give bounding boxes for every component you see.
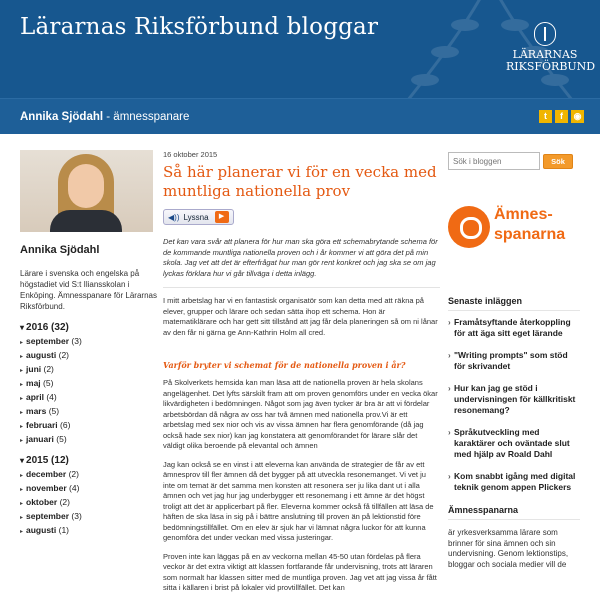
archive-month-link[interactable]: ▸ augusti (1) — [20, 525, 70, 535]
about-heading: Ämnesspanarna — [448, 505, 580, 520]
archive-month-link[interactable]: ▸ maj (5) — [20, 378, 54, 388]
left-sidebar — [20, 150, 158, 538]
chevron-right-icon: ▸ — [20, 487, 24, 493]
chevron-right-icon: ▸ — [20, 396, 24, 402]
archive-month-link[interactable]: ▸ februari (6) — [20, 420, 71, 430]
badge-line-1: Ämnes- — [494, 206, 553, 223]
latest-post-link[interactable]: › Språkutveckling med karaktärer och oväntade slut med hjälp av Roald Dahl — [448, 427, 580, 460]
rss-icon[interactable]: ◉ — [571, 110, 584, 123]
logo-line-1: LÄRARNAS — [512, 48, 578, 61]
listen-label: Lyssna — [183, 212, 209, 222]
archive-year-2016[interactable]: ▾ 2016 (32) — [20, 322, 69, 333]
archive-month-link[interactable]: ▸ september (3) — [20, 511, 82, 521]
social-links — [539, 110, 584, 123]
author-avatar — [20, 150, 153, 232]
blog-archive — [20, 322, 158, 538]
archive-month-link[interactable]: ▸ november (4) — [20, 483, 80, 493]
play-icon[interactable]: ▶ — [215, 211, 229, 223]
archive-year-2015[interactable]: ▾ 2015 (12) — [20, 455, 69, 466]
archive-month-link[interactable]: ▸ januari (5) — [20, 434, 67, 444]
blog-title[interactable]: Lärarnas Riksförbund bloggar — [20, 14, 379, 40]
post-paragraph: I mitt arbetslag har vi en fantastisk organisatör som kan detta med att räkna på elever, grupper och lärare och sedan sätta ihop ett schema. Hon är matematiklärare och har gett sitt tillstånd att jag får dela planeringen så om ni lånar av den får ni gärna ge Ann-Kathrin Holm all cred. — [163, 296, 438, 337]
archive-month-link[interactable]: ▸ oktober (2) — [20, 497, 70, 507]
blog-post — [163, 150, 440, 594]
post-paragraph: Jag kan också se en vinst i att eleverna kan använda de strategier de får av ett ämnesprov till fler ämnen då det bygger på att utveckla resonemanget. Vi vet ju inte om temat är det samma men konsten att resonera ser ju lika dant ut i alla ämnen och vet jag hur jag underbygger ett resonemang i ett ämne är det högst troligt att det är applicerbart på fler. Eleverna kommer också få tillfällen att läsa de häften de ska läsa in sig på i bättre anslutning till proven än på lektionstid före bedömningstillfället. Om en elev är sjuk har vi lämnat några luckor för att kunna genomföra det under veckan med vissa justeringar. — [163, 459, 434, 542]
site-header — [0, 0, 600, 98]
post-subheading: Varför bryter vi schemat för de nationella proven i år? — [163, 360, 406, 370]
right-sidebar — [448, 152, 580, 570]
chevron-right-icon: ▸ — [20, 515, 24, 521]
amnesspanarna-logo-icon — [448, 206, 490, 248]
author-name-link[interactable]: Annika Sjödahl — [20, 111, 104, 123]
latest-post-link[interactable]: › Hur kan jag ge stöd i undervisningen för källkritiskt resonemang? — [448, 383, 580, 416]
chevron-right-icon: ▸ — [20, 410, 24, 416]
archive-month-link[interactable]: ▸ augusti (2) — [20, 350, 70, 360]
author-role: - ämnesspanare — [103, 111, 190, 123]
chevron-right-icon: ▸ — [20, 438, 24, 444]
sidebar-author-bio: Lärare i svenska och engelska på högstadiet vid S:t Iliansskolan i Enköping. Ämnesspanare för Lärarnas Riksförbund. — [20, 269, 157, 311]
archive-month-link[interactable]: ▸ juni (2) — [20, 364, 54, 374]
post-paragraph: Proven inte kan läggas på en av veckorna mellan 45-50 utan fördelas på flera veckor är det extra viktigt att klassen fortfarande får undervisning, trots att läraren som normalt har klassen sitter med de muntliga proven. Jag vet att jag vissa år fått sitta i källaren i brist på lokaler vid provtillfället. Det kan — [163, 551, 437, 592]
badge-line-2: spanarna — [494, 226, 566, 243]
speaker-icon: ◀)) — [168, 212, 180, 222]
twitter-icon[interactable]: t — [539, 110, 552, 123]
listen-button[interactable] — [163, 209, 234, 225]
search-button[interactable]: Sök — [543, 154, 573, 169]
blog-search — [448, 152, 580, 170]
archive-month-link[interactable]: ▸ december (2) — [20, 469, 79, 479]
author-bar — [0, 98, 600, 134]
search-input[interactable] — [448, 152, 540, 170]
about-text: är yrkesverksamma lärare som brinner för sina ämnen och sin undervisning. Genom lektionstips, bloggar och sociala medier vill de — [448, 528, 569, 569]
latest-post-link[interactable]: › Kom snabbt igång med digital teknik genom appen Plickers — [448, 471, 580, 493]
author-line — [20, 111, 189, 123]
amnesspanarna-badge[interactable] — [448, 204, 580, 266]
chevron-down-icon[interactable]: ▾ — [20, 323, 25, 332]
post-date: 16 oktober 2015 — [163, 150, 218, 159]
latest-posts-list — [448, 317, 580, 493]
lr-logo[interactable] — [506, 22, 596, 73]
chevron-right-icon: ▸ — [20, 354, 24, 360]
post-intro: Det kan vara svår att planera för hur man ska göra ett schemabrytande schema för de kommande muntliga nationella proven och i år kommer vi att göra det på min skola. Jag vet att det är efterfrågat hur man gör rent konkret och jag ska se om jag lyckas förklara hur vi går tillväga i detta inlägg. — [163, 237, 438, 278]
archive-month-link[interactable]: ▸ april (4) — [20, 392, 57, 402]
archive-months-2016 — [20, 335, 158, 447]
chevron-right-icon: ▸ — [20, 424, 24, 430]
archive-months-2015 — [20, 468, 158, 538]
sidebar-author-name: Annika Sjödahl — [20, 244, 100, 256]
chevron-right-icon: ▸ — [20, 529, 24, 535]
post-title[interactable]: Så här planerar vi för en vecka med muntliga nationella prov — [163, 163, 437, 200]
chevron-right-icon: ▸ — [20, 382, 24, 388]
post-paragraph: På Skolverkets hemsida kan man läsa att de nationella proven är hela skolans angelägenhet. Det lyfts särskilt fram att om proven genomförs under en vecka ökar likvärdigheten i bedömningen. Något som jag även tycker är bra är att vi fördelar arbetsbördan då några av oss har två ämnen med nationella prov.Vi är ett arbetslag med sex nior och vis av vissa ämnen har flera genomförande (då jag också hade sex nior) kan jag konstatera att genomförandet för lärare slår det väldigt olika beroende på elevantal och ämnen — [163, 378, 438, 450]
latest-post-link[interactable]: › "Writing prompts" som stöd för skrivandet — [448, 350, 580, 372]
chevron-down-icon[interactable]: ▾ — [20, 456, 25, 465]
chevron-right-icon: ▸ — [20, 501, 24, 507]
archive-month-link[interactable]: ▸ mars (5) — [20, 406, 60, 416]
latest-posts-heading: Senaste inläggen — [448, 296, 580, 311]
chevron-right-icon: ▸ — [20, 368, 24, 374]
chevron-right-icon: ▸ — [20, 473, 24, 479]
logo-line-2: RIKSFÖRBUND — [506, 60, 596, 73]
facebook-icon[interactable]: f — [555, 110, 568, 123]
lr-seal-icon — [534, 22, 556, 46]
latest-post-link[interactable]: › Framåtsyftande återkoppling för att äga sitt eget lärande — [448, 317, 580, 339]
divider — [163, 287, 440, 288]
chevron-right-icon: ▸ — [20, 340, 24, 346]
archive-month-link[interactable]: ▸ september (3) — [20, 336, 82, 346]
